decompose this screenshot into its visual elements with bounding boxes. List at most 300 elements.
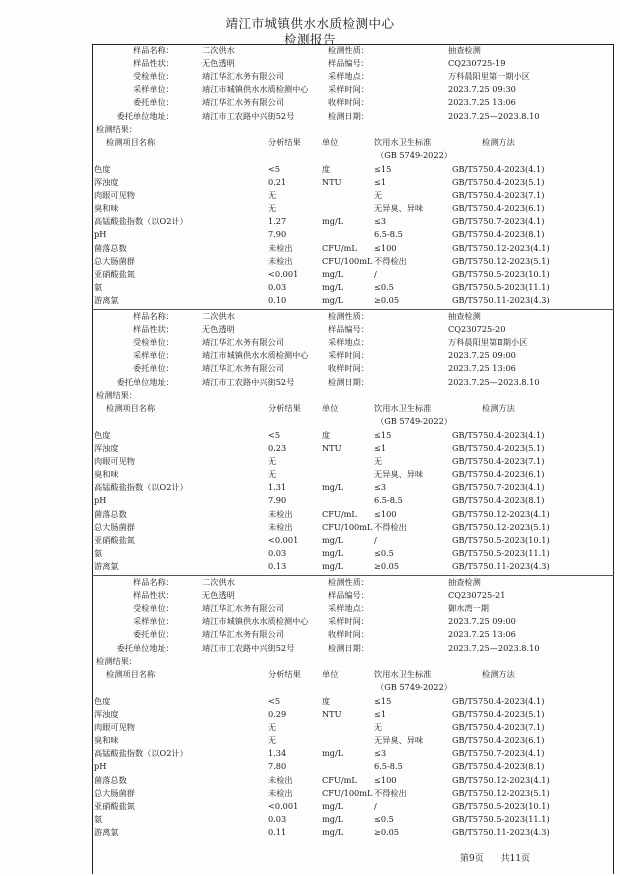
client-address-value: 靖江市工农路中兴街52号 — [202, 642, 295, 653]
col-result-header: 分析结果 — [268, 402, 301, 413]
receive-date-label: 收样时间： — [328, 97, 369, 108]
result-value: 未检出 — [268, 242, 293, 253]
method-value: GB/T5750.5-2023(11.1) — [452, 281, 550, 292]
result-value: 未检出 — [268, 508, 293, 519]
table-row — [92, 229, 614, 242]
method-value: GB/T5750.4-2023(7.1) — [452, 190, 545, 201]
item-name: 浑浊度 — [94, 177, 119, 187]
result-value: 未检出 — [268, 255, 293, 266]
unit-value: mg/L — [322, 560, 344, 571]
item-name: 色度 — [94, 429, 111, 440]
table-row — [92, 269, 614, 282]
section-divider — [92, 309, 614, 310]
table-row — [92, 495, 614, 508]
item-name: 臭和味 — [94, 469, 119, 480]
sampling-site-label: 采样地点： — [328, 603, 369, 614]
standard-value: ≤0.5 — [374, 281, 394, 292]
table-header-row-2 — [92, 682, 614, 695]
standard-value: 无异臭、异味 — [374, 735, 424, 746]
client-address-value: 靖江市工农路中兴街52号 — [202, 376, 295, 387]
result-value: 无 — [268, 735, 277, 746]
test-nature-label: 检测性质： — [328, 45, 369, 55]
result-value: 1.27 — [268, 216, 287, 227]
unit-value: NTU — [322, 443, 342, 453]
unit-value: mg/L — [322, 534, 344, 545]
unit-value: mg/L — [322, 826, 344, 837]
result-value: 无 — [268, 722, 277, 733]
method-value: GB/T5750.4-2023(4.1) — [452, 695, 545, 706]
table-row — [92, 282, 614, 295]
col-result-header: 分析结果 — [268, 136, 301, 147]
info-row — [92, 603, 614, 616]
item-name: pH — [94, 495, 107, 506]
sampling-site-value: 万科晨阳里第Ⅱ期小区 — [448, 337, 528, 348]
client-unit-value: 靖江华汇水务有限公司 — [202, 629, 284, 640]
table-row — [92, 456, 614, 469]
info-row — [92, 363, 614, 376]
receive-date-label: 收样时间： — [328, 629, 369, 640]
result-value: 无 — [268, 456, 277, 467]
table-row — [92, 522, 614, 535]
test-nature-label: 检测性质： — [328, 311, 369, 321]
sample-no-value: CQ230725-20 — [448, 324, 506, 335]
table-row — [92, 190, 614, 203]
sample-no-label: 样品编号： — [328, 590, 369, 601]
table-row — [92, 443, 614, 456]
table-row — [92, 735, 614, 748]
receive-date-value: 2023.7.25 13:06 — [448, 97, 516, 108]
sample-nature-label: 样品性状： — [133, 324, 174, 335]
item-name: 肉眼可见物 — [94, 190, 135, 201]
result-value: <0.001 — [268, 800, 299, 811]
method-value: GB/T5750.11-2023(4.3) — [452, 294, 550, 305]
result-value: 0.03 — [268, 281, 287, 292]
method-value: GB/T5750.11-2023(4.3) — [452, 560, 550, 571]
receive-date-label: 收样时间： — [328, 363, 369, 374]
sample-nature-label: 样品性状： — [133, 58, 174, 69]
sample-nature-value: 无色透明 — [202, 324, 235, 335]
col-standard-ref: （GB 5749-2022） — [376, 681, 452, 692]
test-date-value: 2023.7.25—2023.8.10 — [448, 642, 540, 653]
item-name: 亚硝酸盐氮 — [94, 800, 135, 811]
result-value: 0.23 — [268, 443, 287, 453]
table-row — [92, 696, 614, 709]
col-standard-header: 饮用水卫生标准 — [374, 402, 432, 413]
method-value: GB/T5750.11-2023(4.3) — [452, 826, 550, 837]
method-value: GB/T5750.7-2023(4.1) — [452, 216, 545, 227]
result-value: 无 — [268, 203, 277, 214]
sampling-unit-label: 采样单位： — [133, 84, 174, 95]
table-header-row-2 — [92, 150, 614, 163]
standard-value: ≥0.05 — [374, 294, 400, 305]
table-row — [92, 709, 614, 722]
page-footer — [460, 851, 544, 864]
sample-no-label: 样品编号： — [328, 58, 369, 69]
standard-value: 无异臭、异味 — [374, 203, 424, 214]
unit-value: CFU/mL — [322, 508, 357, 519]
sampling-unit-label: 采样单位： — [133, 350, 174, 361]
method-value: GB/T5750.4-2023(6.1) — [452, 735, 545, 746]
method-value: GB/T5750.4-2023(7.1) — [452, 722, 545, 733]
unit-value: NTU — [322, 177, 342, 187]
method-value: GB/T5750.4-2023(5.1) — [452, 177, 545, 187]
client-unit-value: 靖江华汇水务有限公司 — [202, 363, 284, 374]
sample-no-value: CQ230725-19 — [448, 58, 506, 69]
unit-value: mg/L — [322, 268, 344, 279]
sampling-time-label: 采样时间： — [328, 616, 369, 627]
results-heading: 检测结果： — [96, 389, 137, 400]
info-row — [92, 111, 614, 124]
info-row — [92, 324, 614, 337]
info-row — [92, 350, 614, 363]
unit-value: CFU/mL — [322, 774, 357, 785]
col-item-header: 检测项目名称 — [106, 402, 156, 413]
unit-value: CFU/100mL — [322, 787, 373, 798]
unit-value: mg/L — [322, 482, 344, 493]
sampling-time-value: 2023.7.25 09:00 — [448, 350, 516, 361]
method-value: GB/T5750.12-2023(5.1) — [452, 521, 550, 532]
table-header-row-2 — [92, 416, 614, 429]
result-value: <5 — [268, 695, 281, 706]
test-nature-value: 抽查检测 — [448, 45, 481, 55]
info-row — [92, 629, 614, 642]
result-value: 0.03 — [268, 813, 287, 824]
table-row — [92, 295, 614, 308]
sampling-site-label: 采样地点： — [328, 337, 369, 348]
unit-value: mg/L — [322, 547, 344, 558]
unit-value: CFU/100mL — [322, 521, 373, 532]
method-value: GB/T5750.4-2023(4.1) — [452, 429, 545, 440]
table-row — [92, 430, 614, 443]
standard-value: 无异臭、异味 — [374, 469, 424, 480]
sample-nature-value: 无色透明 — [202, 58, 235, 69]
receive-date-value: 2023.7.25 13:06 — [448, 629, 516, 640]
table-row — [92, 509, 614, 522]
standard-value: 无 — [374, 722, 383, 733]
table-header-row — [92, 403, 614, 416]
sample-name-label: 样品名称： — [133, 577, 174, 587]
test-nature-value: 抽查检测 — [448, 577, 481, 587]
col-standard-ref: （GB 5749-2022） — [376, 149, 452, 160]
item-name: 游离氯 — [94, 826, 119, 837]
item-name: 肉眼可见物 — [94, 722, 135, 733]
unit-value: mg/L — [322, 800, 344, 811]
sampling-time-value: 2023.7.25 09:30 — [448, 84, 516, 95]
info-row — [92, 377, 614, 390]
info-row — [92, 643, 614, 656]
test-date-value: 2023.7.25—2023.8.10 — [448, 376, 540, 387]
method-value: GB/T5750.5-2023(10.1) — [452, 268, 550, 279]
unit-value: mg/L — [322, 748, 344, 759]
item-name: 色度 — [94, 695, 111, 706]
table-row — [92, 216, 614, 229]
method-value: GB/T5750.7-2023(4.1) — [452, 482, 545, 493]
method-value: GB/T5750.4-2023(8.1) — [452, 495, 545, 506]
item-name: 色度 — [94, 163, 111, 174]
table-row — [92, 761, 614, 774]
unit-value: 度 — [322, 163, 331, 174]
standard-value: 不得检出 — [374, 255, 407, 266]
standard-value: 不得检出 — [374, 787, 407, 798]
standard-value: ≤100 — [374, 242, 397, 253]
method-value: GB/T5750.12-2023(4.1) — [452, 508, 550, 519]
standard-value: ≤15 — [374, 163, 392, 174]
standard-value: ≤0.5 — [374, 547, 394, 558]
info-row — [92, 45, 614, 58]
result-value: 1.34 — [268, 748, 287, 759]
client-unit-value: 靖江华汇水务有限公司 — [202, 97, 284, 108]
sampling-site-value: 万科晨阳里第一期小区 — [448, 71, 530, 82]
method-value: GB/T5750.4-2023(5.1) — [452, 443, 545, 453]
sampling-unit-value: 靖江市城镇供水水质检测中心 — [202, 84, 309, 95]
col-unit-header: 单位 — [322, 402, 339, 413]
table-header-row — [92, 669, 614, 682]
result-value: 0.03 — [268, 547, 287, 558]
col-method-header: 检测方法 — [482, 402, 515, 413]
sample-no-label: 样品编号： — [328, 324, 369, 335]
unit-value: 度 — [322, 429, 331, 440]
client-unit-label: 委托单位： — [133, 629, 174, 640]
result-value: 7.90 — [268, 495, 287, 506]
client-address-label: 委托单位地址： — [116, 642, 174, 653]
method-value: GB/T5750.7-2023(4.1) — [452, 748, 545, 759]
method-value: GB/T5750.4-2023(7.1) — [452, 456, 545, 467]
item-name: pH — [94, 229, 107, 240]
item-name: 总大肠菌群 — [94, 521, 135, 532]
info-row — [92, 337, 614, 350]
sample-section-2 — [92, 311, 614, 575]
standard-value: / — [374, 268, 377, 279]
table-row — [92, 535, 614, 548]
standard-value: ≤15 — [374, 695, 392, 706]
result-value: 0.10 — [268, 294, 287, 305]
unit-value: 度 — [322, 695, 331, 706]
standard-value: 6.5-8.5 — [374, 229, 403, 240]
col-method-header: 检测方法 — [482, 668, 515, 679]
method-value: GB/T5750.5-2023(10.1) — [452, 534, 550, 545]
table-row — [92, 775, 614, 788]
unit-value: mg/L — [322, 813, 344, 824]
result-value: 0.11 — [268, 826, 287, 837]
item-name: 菌落总数 — [94, 774, 127, 785]
unit-value: mg/L — [322, 281, 344, 292]
standard-value: 无 — [374, 190, 383, 201]
col-unit-header: 单位 — [322, 668, 339, 679]
item-name: 氨 — [94, 547, 103, 558]
method-value: GB/T5750.12-2023(5.1) — [452, 787, 550, 798]
page-total: 共11页 — [500, 854, 531, 864]
table-row — [92, 788, 614, 801]
method-value: GB/T5750.4-2023(6.1) — [452, 203, 545, 214]
result-value: <5 — [268, 163, 281, 174]
results-heading: 检测结果： — [96, 655, 137, 666]
page-number: 第9页 — [460, 854, 484, 864]
standard-value: 6.5-8.5 — [374, 495, 403, 506]
method-value: GB/T5750.12-2023(5.1) — [452, 255, 550, 266]
standard-value: / — [374, 800, 377, 811]
results-heading-row — [92, 656, 614, 669]
result-value: 0.29 — [268, 709, 287, 719]
item-name: 肉眼可见物 — [94, 456, 135, 467]
standard-value: ≤3 — [374, 748, 387, 759]
standard-value: ≤3 — [374, 216, 387, 227]
receive-date-value: 2023.7.25 13:06 — [448, 363, 516, 374]
sampling-time-label: 采样时间： — [328, 350, 369, 361]
item-name: 游离氯 — [94, 294, 119, 305]
standard-value: ≤15 — [374, 429, 392, 440]
unit-value: CFU/mL — [322, 242, 357, 253]
inspected-unit-value: 靖江华汇水务有限公司 — [202, 337, 284, 348]
test-nature-label: 检测性质： — [328, 577, 369, 587]
info-row — [92, 58, 614, 71]
unit-value: NTU — [322, 709, 342, 719]
col-standard-header: 饮用水卫生标准 — [374, 668, 432, 679]
col-item-header: 检测项目名称 — [106, 668, 156, 679]
item-name: 浑浊度 — [94, 443, 119, 453]
sample-no-value: CQ230725-21 — [448, 590, 506, 601]
col-result-header: 分析结果 — [268, 668, 301, 679]
sampling-site-label: 采样地点： — [328, 71, 369, 82]
col-standard-ref: （GB 5749-2022） — [376, 415, 452, 426]
result-value: 未检出 — [268, 774, 293, 785]
client-address-label: 委托单位地址： — [116, 110, 174, 121]
sample-section-3 — [92, 577, 614, 841]
standard-value: 6.5-8.5 — [374, 761, 403, 772]
test-date-value: 2023.7.25—2023.8.10 — [448, 110, 540, 121]
item-name: 菌落总数 — [94, 508, 127, 519]
test-date-label: 检测日期： — [328, 642, 369, 653]
table-row — [92, 814, 614, 827]
standard-value: ≤100 — [374, 508, 397, 519]
item-name: pH — [94, 761, 107, 772]
standard-value: / — [374, 534, 377, 545]
test-date-label: 检测日期： — [328, 110, 369, 121]
item-name: 总大肠菌群 — [94, 255, 135, 266]
sample-name-label: 样品名称： — [133, 311, 174, 321]
col-method-header: 检测方法 — [482, 136, 515, 147]
result-value: <0.001 — [268, 534, 299, 545]
result-value: 7.80 — [268, 761, 287, 772]
info-row — [92, 577, 614, 590]
standard-value: 无 — [374, 456, 383, 467]
method-value: GB/T5750.4-2023(6.1) — [452, 469, 545, 480]
table-header-row — [92, 137, 614, 150]
inspected-unit-value: 靖江华汇水务有限公司 — [202, 603, 284, 614]
method-value: GB/T5750.4-2023(8.1) — [452, 229, 545, 240]
item-name: 游离氯 — [94, 560, 119, 571]
result-value: 0.21 — [268, 177, 287, 187]
method-value: GB/T5750.5-2023(11.1) — [452, 547, 550, 558]
table-row — [92, 256, 614, 269]
result-value: 无 — [268, 190, 277, 201]
unit-value: CFU/100mL — [322, 255, 373, 266]
table-row — [92, 243, 614, 256]
col-item-header: 检测项目名称 — [106, 136, 156, 147]
result-value: 未检出 — [268, 521, 293, 532]
item-name: 亚硝酸盐氮 — [94, 268, 135, 279]
sampling-unit-value: 靖江市城镇供水水质检测中心 — [202, 350, 309, 361]
results-heading-row — [92, 124, 614, 137]
inspected-unit-label: 受检单位： — [133, 71, 174, 82]
sample-nature-label: 样品性状： — [133, 590, 174, 601]
test-nature-value: 抽查检测 — [448, 311, 481, 321]
result-value: 0.13 — [268, 560, 287, 571]
unit-value: mg/L — [322, 216, 344, 227]
item-name: 高锰酸盐指数（以O2计） — [94, 482, 188, 493]
client-unit-label: 委托单位： — [133, 97, 174, 108]
table-row — [92, 203, 614, 216]
method-value: GB/T5750.4-2023(4.1) — [452, 163, 545, 174]
results-heading-row — [92, 390, 614, 403]
sample-name-label: 样品名称： — [133, 45, 174, 55]
standard-value: 不得检出 — [374, 521, 407, 532]
method-value: GB/T5750.12-2023(4.1) — [452, 242, 550, 253]
method-value: GB/T5750.4-2023(8.1) — [452, 761, 545, 772]
table-row — [92, 177, 614, 190]
method-value: GB/T5750.5-2023(10.1) — [452, 800, 550, 811]
standard-value: ≤0.5 — [374, 813, 394, 824]
col-standard-header: 饮用水卫生标准 — [374, 136, 432, 147]
table-row — [92, 164, 614, 177]
result-value: 7.90 — [268, 229, 287, 240]
item-name: 亚硝酸盐氮 — [94, 534, 135, 545]
item-name: 臭和味 — [94, 735, 119, 746]
sample-nature-value: 无色透明 — [202, 590, 235, 601]
table-row — [92, 801, 614, 814]
client-unit-label: 委托单位： — [133, 363, 174, 374]
sample-name-value: 二次供水 — [202, 577, 235, 587]
item-name: 高锰酸盐指数（以O2计） — [94, 216, 188, 227]
result-value: <0.001 — [268, 268, 299, 279]
inspected-unit-label: 受检单位： — [133, 603, 174, 614]
standard-value: ≥0.05 — [374, 826, 400, 837]
sampling-unit-label: 采样单位： — [133, 616, 174, 627]
table-row — [92, 469, 614, 482]
section-divider — [92, 575, 614, 576]
info-row — [92, 590, 614, 603]
standard-value: ≤100 — [374, 774, 397, 785]
item-name: 氨 — [94, 281, 103, 292]
info-row — [92, 71, 614, 84]
item-name: 浑浊度 — [94, 709, 119, 719]
report-org-title: 靖江市城镇供水水质检测中心 — [225, 16, 395, 31]
standard-value: ≥0.05 — [374, 560, 400, 571]
standard-value: ≤3 — [374, 482, 387, 493]
standard-value: ≤1 — [374, 709, 387, 719]
sample-section-1 — [92, 45, 614, 309]
method-value: GB/T5750.4-2023(5.1) — [452, 709, 545, 719]
inspected-unit-value: 靖江华汇水务有限公司 — [202, 71, 284, 82]
sampling-time-value: 2023.7.25 09:00 — [448, 616, 516, 627]
result-value: 1.31 — [268, 482, 287, 493]
item-name: 氨 — [94, 813, 103, 824]
sampling-time-label: 采样时间： — [328, 84, 369, 95]
sample-name-value: 二次供水 — [202, 45, 235, 55]
item-name: 高锰酸盐指数（以O2计） — [94, 748, 188, 759]
client-address-value: 靖江市工农路中兴街52号 — [202, 110, 295, 121]
result-value: <5 — [268, 429, 281, 440]
method-value: GB/T5750.12-2023(4.1) — [452, 774, 550, 785]
inspected-unit-label: 受检单位： — [133, 337, 174, 348]
item-name: 臭和味 — [94, 203, 119, 214]
table-row — [92, 722, 614, 735]
info-row — [92, 616, 614, 629]
unit-value: mg/L — [322, 294, 344, 305]
method-value: GB/T5750.5-2023(11.1) — [452, 813, 550, 824]
client-address-label: 委托单位地址： — [116, 376, 174, 387]
sampling-site-value: 御水湾一期 — [448, 603, 489, 614]
test-date-label: 检测日期： — [328, 376, 369, 387]
